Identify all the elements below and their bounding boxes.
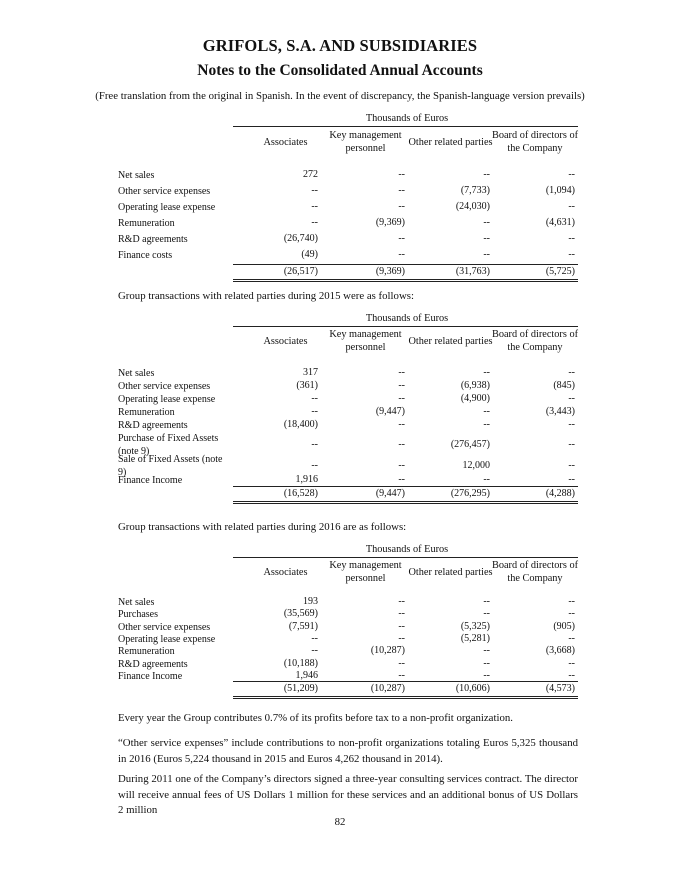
row-label: Finance Income [118, 670, 183, 682]
cell-value: -- [568, 439, 575, 450]
total-value: (5,725) [545, 266, 575, 277]
cell-value: (10,287) [370, 645, 405, 657]
cell-value: -- [398, 632, 405, 644]
total-value: (9,447) [375, 487, 405, 499]
cell-value: (845) [553, 380, 575, 391]
col-header-key-management: Key management personnel [329, 329, 402, 353]
cell-value: (35,569) [283, 608, 318, 620]
cell-value: -- [398, 459, 405, 471]
cell-value: -- [398, 439, 405, 450]
cell-value: -- [483, 367, 490, 378]
paragraph-contribution: Every year the Group contributes 0.7% of its profits before tax to a non-profit organization. [118, 712, 513, 724]
total-value: (9,369) [375, 266, 405, 277]
table-row [118, 453, 578, 478]
cell-value: -- [398, 185, 405, 196]
table-row [118, 249, 578, 263]
paragraph-other-services: “Other service expenses” include contributions to non-profit organizations totaling Euros 5,325 thousand in 2016 (Euros 5,224 thousand in 2015 and Euros 4,262 thousand in 2014). [118, 737, 578, 765]
row-label: Sale of Fixed Assets (note 9) [118, 453, 223, 478]
row-label: Net sales [118, 368, 155, 379]
table-row [118, 406, 578, 420]
cell-value: -- [398, 419, 405, 430]
cell-value: (24,030) [455, 201, 490, 212]
company-title: GRIFOLS, S.A. AND SUBSIDIARIES [202, 36, 478, 55]
col-header-associates: Associates [263, 137, 308, 148]
cell-value: -- [568, 596, 575, 607]
total-row [118, 266, 578, 280]
cell-value: (7,591) [288, 620, 318, 632]
cell-value: (10,188) [283, 657, 318, 669]
row-label: Operating lease expense [118, 633, 216, 645]
col-header-other-related: Other related parties [408, 137, 493, 148]
table-row [118, 233, 578, 247]
cell-value: -- [568, 393, 575, 404]
total-value: (4,288) [545, 487, 575, 499]
row-label: Operating lease expense [118, 394, 216, 405]
row-label: Net sales [118, 597, 155, 608]
cell-value: 1,946 [295, 669, 318, 681]
cell-value: (5,325) [460, 620, 490, 632]
total-value: (16,528) [283, 487, 318, 499]
cell-value: -- [568, 657, 575, 669]
total-value: (4,573) [545, 683, 575, 695]
page-number: 82 [334, 816, 346, 828]
cell-value: -- [483, 596, 490, 607]
cell-value: (4,631) [545, 217, 575, 228]
total-value: (10,287) [370, 683, 405, 695]
cell-value: -- [398, 249, 405, 260]
row-label: Remuneration [118, 218, 175, 229]
cell-value: -- [398, 608, 405, 620]
col-header-other-related: Other related parties [408, 567, 493, 578]
cell-value: -- [311, 439, 318, 450]
paragraph-2015-intro: Group transactions with related parties during 2015 were as follows: [118, 290, 414, 302]
cell-value: -- [483, 608, 490, 620]
col-header-board: Board of directors of the Company [491, 329, 579, 353]
total-value: (31,763) [455, 266, 490, 277]
cell-value: (18,400) [283, 419, 318, 430]
cell-value: -- [483, 419, 490, 430]
cell-value: -- [568, 473, 575, 485]
total-value: (51,209) [283, 683, 318, 695]
cell-value: -- [311, 632, 318, 644]
cell-value: -- [311, 393, 318, 404]
row-label: Purchase of Fixed Assets (note 9) [118, 433, 219, 457]
row-label: Finance costs [118, 250, 173, 261]
cell-value: -- [568, 669, 575, 681]
cell-value: (6,938) [460, 380, 490, 391]
cell-value: -- [483, 473, 490, 485]
cell-value: -- [398, 669, 405, 681]
total-rule [233, 681, 578, 682]
row-label: R&D agreements [118, 658, 188, 670]
cell-value: -- [483, 233, 490, 244]
table-row [118, 393, 578, 407]
cell-value: -- [483, 669, 490, 681]
cell-value: (276,457) [450, 439, 490, 450]
total-value: (276,295) [450, 487, 490, 499]
cell-value: 317 [303, 367, 318, 378]
paragraph-2016-intro: Group transactions with related parties during 2016 are as follows: [118, 521, 407, 533]
cell-value: -- [483, 406, 490, 417]
row-label: Other service expenses [118, 381, 211, 392]
table-row [118, 217, 578, 231]
table-2015 [118, 313, 578, 513]
total-double-rule [233, 501, 578, 504]
units-label: Thousands of Euros [365, 113, 449, 124]
table-row [118, 380, 578, 394]
cell-value: -- [483, 645, 490, 657]
cell-value: (26,740) [283, 233, 318, 244]
cell-value: -- [483, 169, 490, 180]
cell-value: -- [398, 393, 405, 404]
units-label: Thousands of Euros [365, 544, 449, 555]
cell-value: -- [568, 233, 575, 244]
cell-value: -- [311, 645, 318, 657]
cell-value: (905) [553, 620, 575, 632]
total-rule [233, 264, 578, 265]
header-rule [233, 126, 578, 127]
cell-value: -- [568, 419, 575, 430]
cell-value: (9,369) [375, 217, 405, 228]
row-label: Remuneration [118, 646, 175, 658]
cell-value: -- [311, 185, 318, 196]
cell-value: 1,916 [295, 473, 318, 485]
cell-value: -- [568, 632, 575, 644]
cell-value: -- [311, 459, 318, 471]
notes-title: Notes to the Consolidated Annual Accounts [197, 62, 483, 79]
cell-value: 272 [303, 169, 318, 180]
cell-value: -- [483, 249, 490, 260]
cell-value: -- [568, 201, 575, 212]
col-header-associates: Associates [263, 336, 308, 347]
col-header-associates: Associates [263, 567, 308, 578]
cell-value: -- [568, 459, 575, 471]
total-row [118, 488, 578, 502]
row-label: Net sales [118, 170, 155, 181]
row-label: Other service expenses [118, 186, 211, 197]
table-row [118, 201, 578, 215]
paragraph-director-contract: During 2011 one of the Company’s directors signed a three-year consulting services contract. The director will receive annual fees of US Dollars 1 million for these services and an additional bonus of US Dollars 2 million [118, 773, 578, 816]
total-double-rule [233, 279, 578, 282]
cell-value: -- [483, 657, 490, 669]
table-row [118, 169, 578, 183]
row-label: Purchases [118, 609, 158, 621]
table-2016-comparative [118, 113, 578, 283]
cell-value: (361) [296, 380, 318, 391]
cell-value: (49) [301, 249, 318, 260]
cell-value: -- [398, 380, 405, 391]
cell-value: -- [398, 473, 405, 485]
cell-value: -- [568, 367, 575, 378]
row-label: Finance Income [118, 474, 183, 486]
cell-value: (1,094) [545, 185, 575, 196]
translation-note: (Free translation from the original in Spanish. In the event of discrepancy, the Spanish-language version prevails) [95, 90, 585, 102]
table-row [118, 367, 578, 381]
cell-value: -- [311, 201, 318, 212]
col-header-other-related: Other related parties [408, 336, 493, 347]
table-row [118, 432, 578, 457]
row-label: R&D agreements [118, 234, 188, 245]
cell-value: -- [398, 657, 405, 669]
cell-value: -- [398, 620, 405, 632]
table-row [118, 419, 578, 433]
header-rule [233, 557, 578, 558]
cell-value: -- [398, 201, 405, 212]
table-row [118, 185, 578, 199]
row-label: Remuneration [118, 407, 175, 418]
cell-value: (5,281) [460, 632, 490, 644]
cell-value: -- [398, 367, 405, 378]
total-row [118, 683, 578, 697]
total-value: (10,606) [455, 683, 490, 695]
total-double-rule [233, 696, 578, 699]
cell-value: -- [568, 608, 575, 620]
col-header-board: Board of directors of the Company [491, 560, 579, 584]
header-rule [233, 326, 578, 327]
cell-value: (3,668) [545, 645, 575, 657]
row-label: Other service expenses [118, 621, 211, 633]
cell-value: (3,443) [545, 406, 575, 417]
cell-value: (9,447) [375, 406, 405, 417]
cell-value: -- [398, 596, 405, 607]
cell-value: 193 [303, 596, 318, 607]
cell-value: -- [398, 169, 405, 180]
units-label: Thousands of Euros [365, 313, 449, 324]
cell-value: -- [568, 169, 575, 180]
total-value: (26,517) [283, 266, 318, 277]
col-header-key-management: Key management personnel [329, 130, 402, 154]
col-header-key-management: Key management personnel [329, 560, 402, 584]
table-2016 [118, 544, 578, 704]
cell-value: -- [483, 217, 490, 228]
cell-value: -- [311, 406, 318, 417]
cell-value: -- [568, 249, 575, 260]
row-label: Operating lease expense [118, 202, 216, 213]
cell-value: -- [398, 233, 405, 244]
row-label: R&D agreements [118, 420, 188, 431]
total-rule [233, 486, 578, 487]
cell-value: -- [311, 217, 318, 228]
cell-value: 12,000 [462, 459, 490, 471]
cell-value: (4,900) [460, 393, 490, 404]
col-header-board: Board of directors of the Company [491, 130, 579, 154]
cell-value: (7,733) [460, 185, 490, 196]
